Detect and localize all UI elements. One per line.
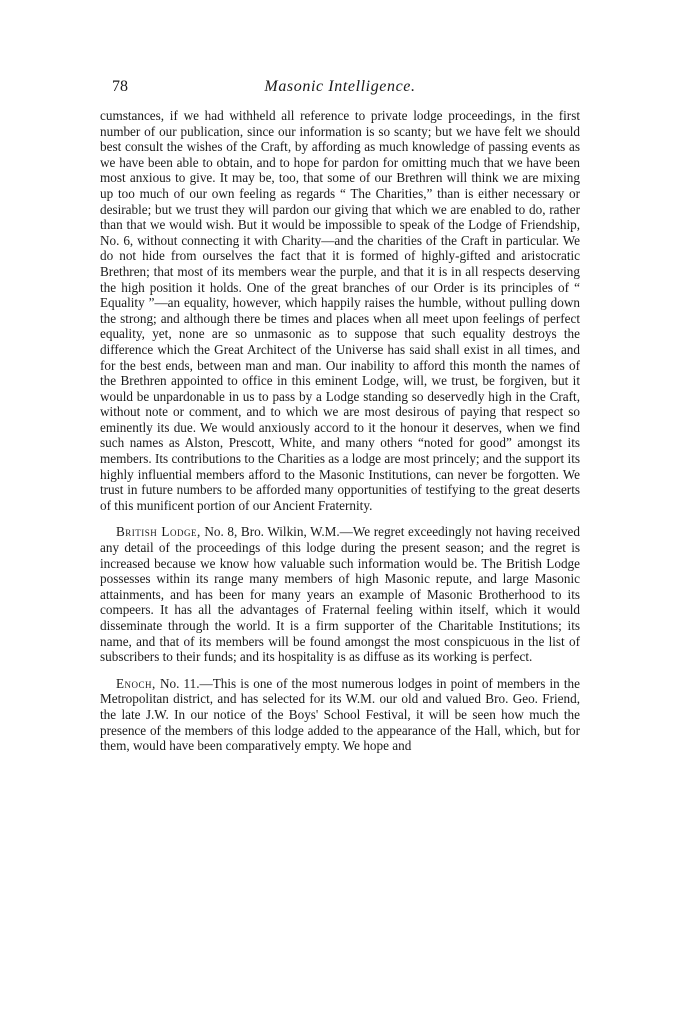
page-header [100, 72, 580, 102]
running-title: Masonic Intelligence. [264, 78, 416, 95]
paragraph-lodge-of-friendship [100, 108, 580, 513]
paragraph-text: cumstances, if we had withheld all reference to private lodge proceedings, in the first number of our publication, since our information is so scanty; but we have felt we should best consult the wishes of the Craft, by affording as much knowledge of passing events as we have been able to obtain, and to hope for pardon for omitting much that we have been most anxious to give. It may be, too, that some of our Brethren will think we are mixing up too much of our own feeling as regards “ The Charities,” than is either necessary or desirable; but we trust they will pardon our giving that which we are enabled to do, rather than that we would wish. But it would be impossible to speak of the Lodge of Friendship, No. 6, without connecting it with Charity—and the charities of the Craft in particular. We do not hide from ourselves the fact that it is formed of highly-gifted and aristocratic Brethren; that most of its members wear the purple, and that it is in all respects deserving the high position it holds. One of the great branches of our Order is its principles of “ Equality ”—an equality, however, which happily raises the humble, without pulling down the strong; and although there be times and places when all meet upon feelings of perfect equality, yet, none are so unmasonic as to suppose that such equality destroys the difference which the Great Architect of the Universe has said shall exist in all times, and for the best ends, between man and man. Our inability to afford this month the names of the Brethren appointed to office in this eminent Lodge, will, we trust, be forgiven, but it would be unpardonable in us to pass by a Lodge standing so deservedly high in the Craft, without note or comment, and to which we are most desirous of paying that respect so eminently its due. We would anxiously accord to it the honour it deserves, when we find such names as Alston, Prescott, White, and many others “noted for good” amongst its members. Its contributions to the Charities as a lodge are most princely; and the support its highly influential members afford to the Masonic Institutions, can never be forgotten. We trust in future numbers to be afforded many opportunities of testifying to the great deserts of this munificent portion of our Ancient Fraternity. [100, 108, 580, 513]
lodge-name-heading: Enoch, [116, 675, 156, 691]
book-page [100, 72, 580, 765]
paragraph-enoch-lodge [100, 676, 580, 754]
page-number: 78 [112, 78, 128, 95]
paragraph-text: No. 11.—This is one of the most numerous lodges in point of members in the Metropolitan district, and has selected for its W.M. our old and valued Bro. Geo. Friend, the late J.W. In our notice of the Boys' School Festival, it will be seen how much the presence of the members of this lodge added to the appearance of the Hall, which, but for them, would have been comparatively empty. We hope and [100, 675, 580, 754]
paragraph-text: No. 8, Bro. Wilkin, W.M.—We regret exceedingly not having received any detail of the proceedings of this lodge during the present season; and the regret is increased because we know how valuable such information would be. The British Lodge possesses within its range many members of high Masonic repute, and large Masonic attainments, and has been for many years an example of Masonic Brotherhood to its compeers. It has all the advantages of Fraternal feeling within itself, which it would disseminate through the world. It is a firm supporter of the Charitable Institutions; its name, and that of its members will be found amongst the most conspicuous in the list of subscribers to their funds; and its hospitality is as diffuse as its working is perfect. [100, 524, 580, 665]
lodge-name-heading: British Lodge, [116, 524, 201, 540]
body-text [100, 108, 580, 754]
paragraph-british-lodge [100, 524, 580, 664]
